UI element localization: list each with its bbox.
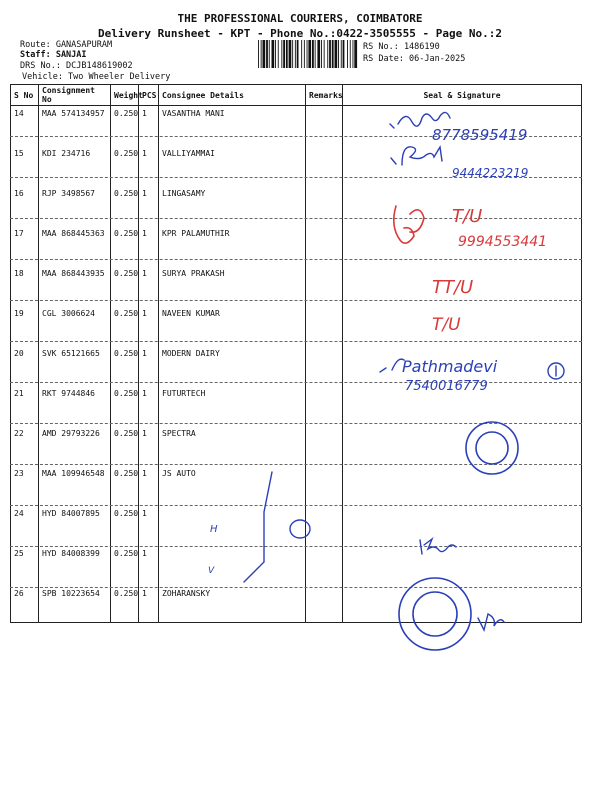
vehicle-label: Vehicle: Two Wheeler Delivery — [22, 72, 171, 82]
row-separator — [10, 382, 582, 383]
cell-signature — [343, 346, 582, 386]
cell-consignment: HYD 84008399 — [39, 546, 111, 586]
cell-remarks — [306, 346, 343, 386]
phone-row14: 8778595419 — [432, 126, 528, 144]
cell-weight: 0.250 — [111, 306, 139, 346]
cell-signature — [343, 106, 582, 147]
row-separator — [10, 218, 582, 219]
cell-consignee: ZOHARANSKY — [159, 586, 306, 623]
cell-consignee: FUTURTECH — [159, 386, 306, 426]
cell-weight: 0.250 — [111, 586, 139, 623]
col-header-pcs: PCS — [139, 85, 159, 106]
cell-consignee: SURYA PRAKASH — [159, 266, 306, 306]
row-separator — [10, 587, 582, 588]
cell-weight: 0.250 — [111, 346, 139, 386]
cell-weight: 0.250 — [111, 266, 139, 306]
cell-remarks — [306, 426, 343, 466]
cell-remarks — [306, 146, 343, 186]
table-row — [11, 426, 582, 466]
cell-sno: 25 — [11, 546, 39, 586]
table-row — [11, 466, 582, 506]
cell-consignment: CGL 3006624 — [39, 306, 111, 346]
cell-signature — [343, 546, 582, 586]
table-row — [11, 146, 582, 186]
tick-row24: H — [210, 524, 218, 535]
cell-weight: 0.250 — [111, 146, 139, 186]
cell-pcs: 1 — [139, 546, 159, 586]
cell-sno: 16 — [11, 186, 39, 226]
cell-weight: 0.250 — [111, 386, 139, 426]
cell-consignment: SPB 10223654 — [39, 586, 111, 623]
runsheet-table — [10, 84, 582, 623]
row-separator — [10, 300, 582, 301]
drs-label: DRS No.: DCJB148619002 — [20, 61, 133, 71]
cell-weight: 0.250 — [111, 226, 139, 266]
row-separator — [10, 546, 582, 547]
cell-pcs: 1 — [139, 226, 159, 266]
cell-signature — [343, 226, 582, 266]
rs-no-label: RS No.: 1486190 — [363, 42, 440, 52]
cell-pcs: 1 — [139, 106, 159, 147]
cell-signature — [343, 506, 582, 546]
table-row — [11, 306, 582, 346]
cell-weight: 0.250 — [111, 106, 139, 147]
table-row — [11, 546, 582, 586]
name-row20: Pathmadevi — [402, 357, 498, 376]
cell-consignment: MAA 868445363 — [39, 226, 111, 266]
col-header-consignee: Consignee Details — [159, 85, 306, 106]
col-header-sno: S No — [11, 85, 39, 106]
company-title: THE PROFESSIONAL COURIERS, COIMBATORE — [177, 12, 423, 25]
runsheet-subtitle: Delivery Runsheet - KPT - Phone No.:0422-3505555 - Page No.:2 — [98, 27, 502, 40]
cell-consignee: NAVEEN KUMAR — [159, 306, 306, 346]
cell-sno: 20 — [11, 346, 39, 386]
cell-remarks — [306, 586, 343, 623]
cell-consignee — [159, 506, 306, 546]
table-row — [11, 186, 582, 226]
cell-sno: 19 — [11, 306, 39, 346]
row-separator — [10, 423, 582, 424]
cell-pcs: 1 — [139, 186, 159, 226]
tu-row17: T/U — [452, 206, 483, 227]
cell-consignee: LINGASAMY — [159, 186, 306, 226]
cell-sno: 26 — [11, 586, 39, 623]
cell-sno: 22 — [11, 426, 39, 466]
cell-signature — [343, 586, 582, 623]
cell-remarks — [306, 546, 343, 586]
cell-pcs: 1 — [139, 506, 159, 546]
cell-remarks — [306, 106, 343, 147]
row-separator — [10, 136, 582, 137]
table-row — [11, 586, 582, 623]
row-separator — [10, 259, 582, 260]
cell-consignee: JS AUTO — [159, 466, 306, 506]
col-header-signature: Seal & Signature — [343, 85, 582, 106]
row-separator — [10, 341, 582, 342]
cell-signature — [343, 146, 582, 186]
cell-consignment: KDI 234716 — [39, 146, 111, 186]
cell-pcs: 1 — [139, 346, 159, 386]
cell-consignment: MAA 109946548 — [39, 466, 111, 506]
cell-consignee: SPECTRA — [159, 426, 306, 466]
table-row — [11, 346, 582, 386]
cell-consignee: VALLIYAMMAI — [159, 146, 306, 186]
cell-consignment: MAA 574134957 — [39, 106, 111, 147]
row-separator — [10, 464, 582, 465]
cell-consignment: RJP 3498567 — [39, 186, 111, 226]
tu-row18: TT/U — [432, 277, 474, 298]
cell-remarks — [306, 306, 343, 346]
cell-signature — [343, 186, 582, 226]
phone-row15: 9444223219 — [452, 166, 529, 180]
cell-weight: 0.250 — [111, 466, 139, 506]
cell-consignee: KPR PALAMUTHIR — [159, 226, 306, 266]
table-row — [11, 106, 582, 147]
rs-date-label: RS Date: 06-Jan-2025 — [363, 54, 466, 64]
cell-weight: 0.250 — [111, 186, 139, 226]
cell-consignee — [159, 546, 306, 586]
tick-row25: V — [208, 566, 215, 576]
cell-pcs: 1 — [139, 146, 159, 186]
cell-pcs: 1 — [139, 426, 159, 466]
cell-signature — [343, 306, 582, 346]
cell-sno: 18 — [11, 266, 39, 306]
cell-weight: 0.250 — [111, 546, 139, 586]
staff-label: Staff: SANJAI — [20, 50, 87, 60]
cell-pcs: 1 — [139, 586, 159, 623]
cell-signature — [343, 386, 582, 426]
cell-remarks — [306, 506, 343, 546]
cell-signature — [343, 466, 582, 506]
table-header-row — [11, 85, 582, 106]
cell-pcs: 1 — [139, 386, 159, 426]
cell-weight: 0.250 — [111, 506, 139, 546]
cell-sno: 24 — [11, 506, 39, 546]
cell-weight: 0.250 — [111, 426, 139, 466]
cell-consignment: RKT 9744846 — [39, 386, 111, 426]
cell-sno: 15 — [11, 146, 39, 186]
phone-row17: 9994553441 — [458, 234, 548, 250]
cell-consignment: SVK 65121665 — [39, 346, 111, 386]
cell-consignment: HYD 84007895 — [39, 506, 111, 546]
tu-row19: T/U — [432, 315, 461, 335]
row-separator — [10, 505, 582, 506]
table-row — [11, 386, 582, 426]
cell-remarks — [306, 186, 343, 226]
cell-remarks — [306, 386, 343, 426]
col-header-consignment: Consignment No — [39, 85, 111, 106]
cell-pcs: 1 — [139, 306, 159, 346]
route-label: Route: GANASAPURAM — [20, 40, 113, 50]
col-header-remarks: Remarks — [306, 85, 343, 106]
cell-remarks — [306, 466, 343, 506]
col-header-weight: Weight — [111, 85, 139, 106]
cell-sno: 14 — [11, 106, 39, 147]
cell-sno: 17 — [11, 226, 39, 266]
cell-sno: 23 — [11, 466, 39, 506]
phone-row20: 7540016779 — [405, 379, 488, 394]
cell-remarks — [306, 226, 343, 266]
cell-consignment: MAA 868443935 — [39, 266, 111, 306]
table-row — [11, 226, 582, 266]
cell-consignee: MODERN DAIRY — [159, 346, 306, 386]
table-row — [11, 506, 582, 546]
cell-signature — [343, 426, 582, 466]
cell-consignee: VASANTHA MANI — [159, 106, 306, 147]
barcode — [258, 40, 358, 68]
cell-consignment: AMD 29793226 — [39, 426, 111, 466]
cell-pcs: 1 — [139, 266, 159, 306]
cell-pcs: 1 — [139, 466, 159, 506]
cell-sno: 21 — [11, 386, 39, 426]
row-separator — [10, 177, 582, 178]
